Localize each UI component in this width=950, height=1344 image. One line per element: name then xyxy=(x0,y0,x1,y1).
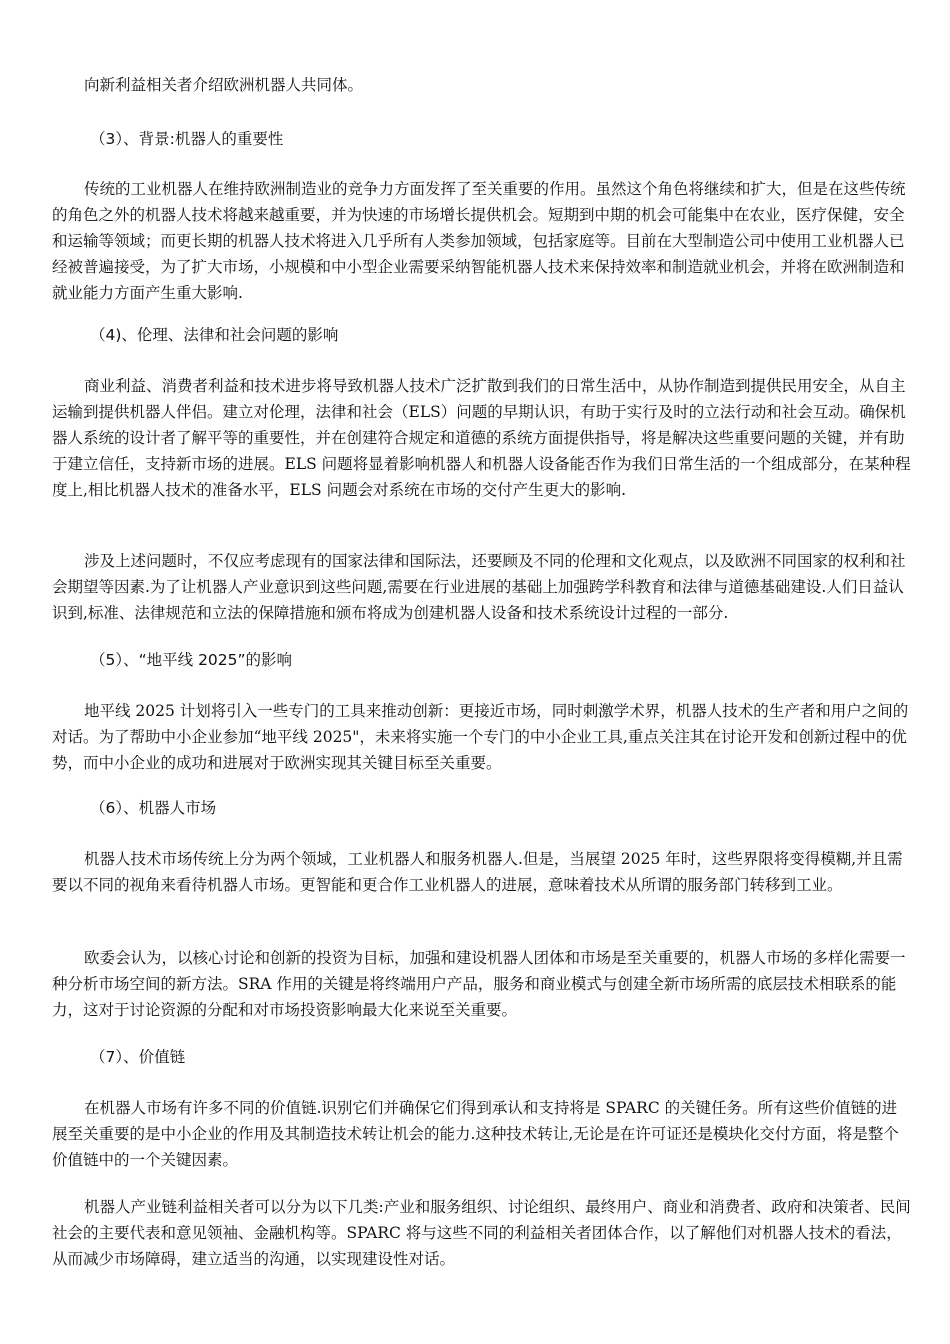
paragraph-text: 地平线 2025 计划将引入一些专门的工具来推动创新：更接近市场，同时刺激学术界，机器人技术的生产者和用户之间的对话。为了帮助中小企业参加“地平线 2025"，未来将实施一个专门的中小企业工具,重点关注其在讨论开发和创新过程中的优势，而中小企业的成功和进展对于欧洲实现其关键目标至关重要。 xyxy=(52,702,909,772)
paragraph-text: 向新利益相关者介绍欧洲机器人共同体。 xyxy=(84,76,364,94)
section-6-paragraph-1 xyxy=(52,846,912,898)
paragraph-text: 机器人技术市场传统上分为两个领域，工业机器人和服务机器人.但是，当展望 2025 年时，这些界限将变得模糊,并且需要以不同的视角来看待机器人市场。更智能和更合作工业机器人的进展，意味着技术从所谓的服务部门转移到工业。 xyxy=(52,850,903,894)
section-heading-3: （3）、背景:机器人的重要性 xyxy=(90,130,284,148)
section-heading-4: （4)、伦理、法律和社会问题的影响 xyxy=(90,326,339,344)
paragraph-text: 涉及上述问题时，不仅应考虑现有的国家法律和国际法，还要顾及不同的伦理和文化观点，以及欧洲不同国家的权利和社会期望等因素.为了让机器人产业意识到这些问题,需要在行业进展的基础上加强跨学科教育和法律与道德基础建设.人们日益认识到,标准、法律规范和立法的保障措施和颁布将成为创建机器人设备和技术系统设计过程的一部分. xyxy=(52,552,906,622)
section-7-paragraph-1 xyxy=(52,1095,912,1173)
section-heading-7: （7）、价值链 xyxy=(90,1048,186,1066)
paragraph-text: 欧委会认为，以核心讨论和创新的投资为目标，加强和建设机器人团体和市场是至关重要的，机器人市场的多样化需要一种分析市场空间的新方法。SRA 作用的关键是将终端用户产品，服务和商业模式与创建全新市场所需的底层技术相联系的能力，这对于讨论资源的分配和对市场投资影响最大化来说至关重要。 xyxy=(52,949,906,1019)
section-heading-6: （6）、机器人市场 xyxy=(90,799,217,817)
section-7-paragraph-2 xyxy=(52,1194,912,1272)
intro-tail-paragraph xyxy=(52,72,912,98)
section-6-paragraph-2 xyxy=(52,945,912,1023)
section-4-paragraph-2 xyxy=(52,548,912,626)
paragraph-text: 机器人产业链利益相关者可以分为以下几类:产业和服务组织、讨论组织、最终用户、商业和消费者、政府和决策者、民间社会的主要代表和意见领袖、金融机构等。SPARC 将与这些不同的利益相关者团体合作，以了解他们对机器人技术的看法，从而减少市场障碍，建立适当的沟通，以实现建设性对话。 xyxy=(52,1198,911,1268)
section-5-paragraph-1 xyxy=(52,698,912,776)
section-4-paragraph-1 xyxy=(52,373,912,503)
section-3-paragraph-1 xyxy=(52,176,912,306)
section-heading-5: （5）、“地平线 2025”的影响 xyxy=(90,651,293,669)
paragraph-text: 商业利益、消费者利益和技术进步将导致机器人技术广泛扩散到我们的日常生活中，从协作制造到提供民用安全，从自主运输到提供机器人伴侣。建立对伦理，法律和社会（ELS）问题的早期认识，有助于实行及时的立法行动和社会互动。确保机器人系统的设计者了解平等的重要性，并在创建符合规定和道德的系统方面提供指导，将是解决这些重要问题的关键，并有助于建立信任，支持新市场的进展。ELS 问题将显着影响机器人和机器人设备能否作为我们日常生活的一个组成部分，在某种程度上,相比机器人技术的准备水平，ELS 问题会对系统在市场的交付产生更大的影响. xyxy=(52,377,911,499)
paragraph-text: 传统的工业机器人在维持欧洲制造业的竞争力方面发挥了至关重要的作用。虽然这个角色将继续和扩大，但是在这些传统的角色之外的机器人技术将越来越重要，并为快速的市场增长提供机会。短期到中期的机会可能集中在农业，医疗保健，安全和运输等领域；而更长期的机器人技术将进入几乎所有人类参加领域，包括家庭等。目前在大型制造公司中使用工业机器人已经被普遍接受，为了扩大市场，小规模和中小型企业需要采纳智能机器人技术来保持效率和制造就业机会，并将在欧洲制造和就业能力方面产生重大影响. xyxy=(52,180,906,302)
paragraph-text: 在机器人市场有许多不同的价值链.识别它们并确保它们得到承认和支持将是 SPARC 的关键任务。所有这些价值链的进展至关重要的是中小企业的作用及其制造技术转让机会的能力.这种技术转让,无论是在许可证还是模块化交付方面，将是整个价值链中的一个关键因素。 xyxy=(52,1099,899,1169)
